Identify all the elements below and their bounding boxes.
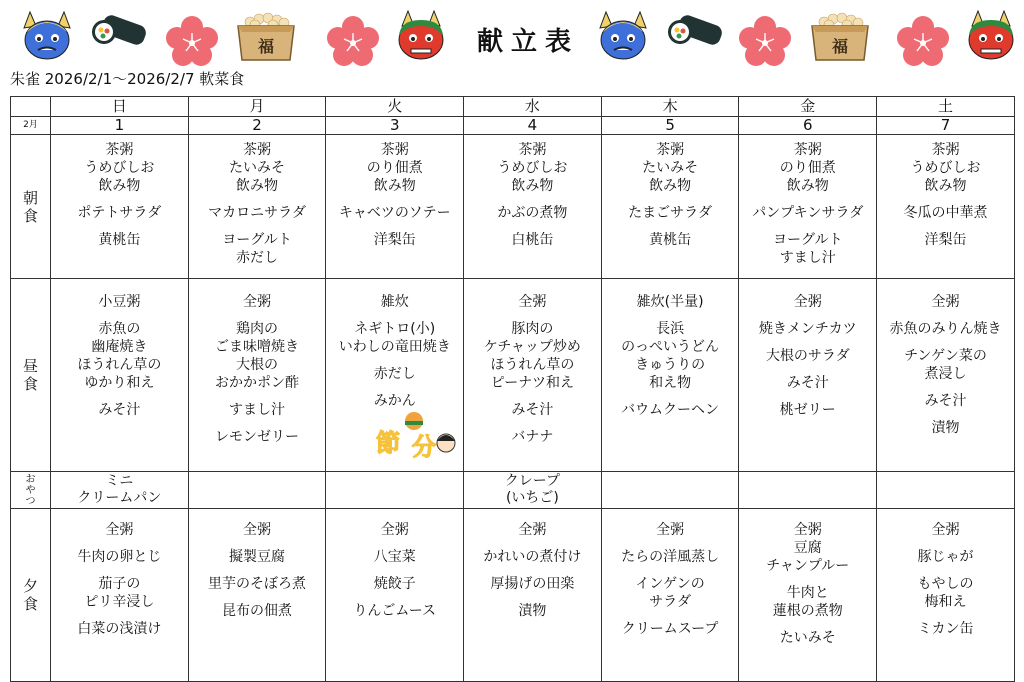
menu-item: 小豆粥 xyxy=(98,294,141,310)
menu-item: 茶粥 xyxy=(105,142,134,158)
blue-oni-icon xyxy=(18,10,76,64)
menu-item: のっぺいうどん xyxy=(621,339,720,355)
menu-item: かぶの煮物 xyxy=(497,205,568,221)
menu-item: いわしの竜田焼き xyxy=(338,339,451,355)
child-face-icon xyxy=(437,434,455,452)
line-gap xyxy=(326,566,463,575)
line-gap xyxy=(189,222,326,231)
menu-item: クリームパン xyxy=(77,490,162,506)
menu-item: ピーナツ和え xyxy=(490,375,575,391)
menu-item: 蓮根の煮物 xyxy=(772,603,843,619)
line-gap xyxy=(464,593,601,602)
line-gap xyxy=(877,410,1014,419)
menu-item: 洋梨缶 xyxy=(924,232,967,248)
meal-label-char: 夕 xyxy=(22,577,38,595)
menu-item: 全粥 xyxy=(931,294,960,310)
dinner-cell-day-7 xyxy=(877,509,1015,682)
meal-label-char: 昼 xyxy=(22,357,38,375)
dinner-row xyxy=(11,509,1015,682)
line-gap xyxy=(877,539,1014,548)
menu-item: 茶粥 xyxy=(380,142,409,158)
line-gap xyxy=(326,195,463,204)
meal-label-char: 食 xyxy=(22,206,38,225)
fuku-masu-icon xyxy=(232,10,300,66)
menu-item: 飲み物 xyxy=(236,178,279,194)
menu-item: 雑炊 xyxy=(380,294,409,310)
menu-subtitle: 朱雀 2026/2/1〜2026/2/7 軟菜食 xyxy=(10,70,245,88)
menu-item: 八宝菜 xyxy=(373,549,416,565)
line-gap xyxy=(739,620,876,629)
menu-item: みそ汁 xyxy=(924,393,967,409)
line-gap xyxy=(51,222,188,231)
line-gap xyxy=(602,195,739,204)
menu-item: クレープ xyxy=(504,473,561,489)
menu-item: バナナ xyxy=(511,429,554,445)
line-gap xyxy=(326,311,463,320)
menu-item: 全粥 xyxy=(793,522,822,538)
setsubun-char-2: 分 xyxy=(412,433,436,461)
menu-item: 和え物 xyxy=(649,375,692,391)
menu-item: 赤だし xyxy=(373,366,416,382)
menu-item: 黄桃缶 xyxy=(98,232,141,248)
line-gap xyxy=(602,222,739,231)
line-gap xyxy=(326,222,463,231)
menu-item: ほうれん草の xyxy=(490,357,575,373)
ume-flower-icon xyxy=(896,16,950,70)
date-7: 7 xyxy=(877,117,1015,135)
menu-item: たらの洋風蒸し xyxy=(621,549,720,565)
menu-item: 大根の xyxy=(236,357,279,373)
menu-item: みそ汁 xyxy=(511,402,554,418)
menu-item: みそ汁 xyxy=(98,402,141,418)
line-gap xyxy=(189,419,326,428)
menu-item: ミカン缶 xyxy=(917,621,974,637)
line-gap xyxy=(877,566,1014,575)
menu-item: クリームスープ xyxy=(621,621,719,637)
line-gap xyxy=(189,392,326,401)
menu-item: 梅和え xyxy=(924,594,967,610)
masu-label: 福 xyxy=(257,37,275,56)
menu-item: 焼餃子 xyxy=(373,576,416,592)
menu-item: たいみそ xyxy=(779,630,836,646)
line-gap xyxy=(602,611,739,620)
meal-label-char: つ xyxy=(25,495,36,507)
menu-item: マカロニサラダ xyxy=(208,205,306,221)
menu-item: サラダ xyxy=(649,594,692,610)
meal-label-char: お xyxy=(25,473,36,485)
menu-item: たまごサラダ xyxy=(628,205,713,221)
menu-item: 茶粥 xyxy=(518,142,547,158)
line-gap xyxy=(877,311,1014,320)
menu-item: 全粥 xyxy=(243,522,272,538)
menu-item: 白菜の浅漬け xyxy=(77,621,162,637)
lunch-row xyxy=(11,279,1015,472)
fuku-masu-icon xyxy=(806,10,874,66)
corner-cell xyxy=(11,97,51,117)
menu-item: 豆腐 xyxy=(793,540,822,556)
line-gap xyxy=(877,222,1014,231)
menu-item: みかん xyxy=(373,393,416,409)
menu-item: ミニ xyxy=(105,473,134,489)
line-gap xyxy=(739,311,876,320)
date-4: 4 xyxy=(464,117,602,135)
snack-row xyxy=(11,472,1015,509)
meal-label-char: 食 xyxy=(22,595,38,613)
menu-item: チンゲン菜の xyxy=(904,348,987,364)
menu-item: のり佃煮 xyxy=(779,160,836,176)
menu-item: 赤だし xyxy=(236,250,279,266)
menu-item: 牛肉と xyxy=(786,585,829,601)
line-gap xyxy=(189,195,326,204)
line-gap xyxy=(877,383,1014,392)
line-gap xyxy=(189,539,326,548)
menu-item: 赤魚のみりん焼き xyxy=(889,321,1002,337)
date-row xyxy=(11,117,1015,135)
menu-item: すまし汁 xyxy=(229,402,286,418)
menu-item: 飲み物 xyxy=(924,178,967,194)
line-gap xyxy=(51,195,188,204)
menu-item: 飲み物 xyxy=(649,178,692,194)
lunch-cell-day-6 xyxy=(739,279,877,472)
dinner-cell-day-2 xyxy=(188,509,326,682)
menu-item: ヨーグルト xyxy=(772,232,843,248)
menu-item: 擬製豆腐 xyxy=(229,549,286,565)
weekday-6: 金 xyxy=(739,97,877,117)
menu-item: きゅうりの xyxy=(635,357,706,373)
line-gap xyxy=(464,311,601,320)
menu-item: 洋梨缶 xyxy=(373,232,416,248)
menu-item: 焼きメンチカツ xyxy=(758,321,857,337)
line-gap xyxy=(739,365,876,374)
line-gap xyxy=(464,419,601,428)
setsubun-stamp-icon xyxy=(370,405,466,469)
line-gap xyxy=(189,311,326,320)
lunch-cell-day-4 xyxy=(464,279,602,472)
dinner-cell-day-4 xyxy=(464,509,602,682)
menu-item: 赤魚の xyxy=(98,321,141,337)
breakfast-cell-day-5 xyxy=(601,135,739,279)
menu-item: 黄桃缶 xyxy=(649,232,692,248)
menu-item: 全粥 xyxy=(793,294,822,310)
blue-oni-icon xyxy=(594,10,652,64)
ehomaki-icon xyxy=(664,10,730,58)
setsubun-char-1: 節 xyxy=(376,429,400,457)
menu-item: ピリ辛浸し xyxy=(84,594,155,610)
lunch-cell-day-7 xyxy=(877,279,1015,472)
menu-item: 冬瓜の中華煮 xyxy=(903,205,988,221)
ume-flower-icon xyxy=(326,16,380,70)
menu-item: たいみそ xyxy=(642,160,699,176)
menu-item: 鶏肉の xyxy=(236,321,279,337)
lunch-label xyxy=(11,279,51,472)
menu-item: たいみそ xyxy=(229,160,286,176)
menu-item: 飲み物 xyxy=(98,178,141,194)
menu-item: (いちご) xyxy=(505,490,559,506)
line-gap xyxy=(326,383,463,392)
snack-cell-day-4 xyxy=(464,472,602,509)
snack-cell-day-7 xyxy=(877,472,1015,509)
breakfast-row xyxy=(11,135,1015,279)
menu-item: もやしの xyxy=(917,576,974,592)
menu-item: 全粥 xyxy=(105,522,134,538)
menu-item: 桃ゼリー xyxy=(779,402,836,418)
weekday-7: 土 xyxy=(877,97,1015,117)
breakfast-cell-day-6 xyxy=(739,135,877,279)
snack-cell-day-5 xyxy=(601,472,739,509)
menu-item: ごま味噌焼き xyxy=(215,339,300,355)
masu-label: 福 xyxy=(831,37,849,56)
line-gap xyxy=(739,392,876,401)
snack-cell-day-1 xyxy=(51,472,189,509)
menu-item: 昆布の佃煮 xyxy=(222,603,293,619)
red-oni-icon xyxy=(392,10,450,64)
line-gap xyxy=(326,593,463,602)
menu-item: 漬物 xyxy=(931,420,960,436)
menu-item: 漬物 xyxy=(518,603,547,619)
line-gap xyxy=(739,575,876,584)
dinner-cell-day-3 xyxy=(326,509,464,682)
menu-item: 茶粥 xyxy=(931,142,960,158)
menu-item: 長浜 xyxy=(656,321,685,337)
weekday-3: 火 xyxy=(326,97,464,117)
weekday-5: 木 xyxy=(601,97,739,117)
line-gap xyxy=(326,356,463,365)
menu-item: ゆかり和え xyxy=(84,375,155,391)
menu-item: 煮浸し xyxy=(924,366,967,382)
menu-item: かれいの煮付け xyxy=(483,549,582,565)
dinner-label xyxy=(11,509,51,682)
menu-item: 大根のサラダ xyxy=(765,348,850,364)
line-gap xyxy=(464,392,601,401)
line-gap xyxy=(51,566,188,575)
menu-item: ヨーグルト xyxy=(222,232,292,248)
menu-item: ネギトロ(小) xyxy=(354,321,436,337)
ume-flower-icon xyxy=(738,16,792,70)
breakfast-cell-day-1 xyxy=(51,135,189,279)
snack-cell-day-6 xyxy=(739,472,877,509)
menu-item: 茶粥 xyxy=(243,142,272,158)
menu-item: インゲンの xyxy=(635,576,705,592)
weekday-header-row xyxy=(11,97,1015,117)
menu-item: うめびしお xyxy=(910,160,981,176)
snack-label xyxy=(11,472,51,509)
breakfast-cell-day-7 xyxy=(877,135,1015,279)
menu-item: 全粥 xyxy=(518,522,547,538)
line-gap xyxy=(602,311,739,320)
menu-item: 里芋のそぼろ煮 xyxy=(208,576,307,592)
menu-item: 茶粥 xyxy=(656,142,685,158)
menu-item: 牛肉の卵とじ xyxy=(77,549,162,565)
date-3: 3 xyxy=(326,117,464,135)
weekday-2: 月 xyxy=(188,97,326,117)
breakfast-cell-day-3 xyxy=(326,135,464,279)
weekday-4: 水 xyxy=(464,97,602,117)
menu-item: のり佃煮 xyxy=(366,160,423,176)
date-2: 2 xyxy=(188,117,326,135)
page-title: 献立表 xyxy=(476,27,579,57)
line-gap xyxy=(464,539,601,548)
line-gap xyxy=(189,566,326,575)
menu-item: バウムクーヘン xyxy=(621,402,720,418)
menu-item: 全粥 xyxy=(380,522,409,538)
date-6: 6 xyxy=(739,117,877,135)
line-gap xyxy=(602,566,739,575)
line-gap xyxy=(326,539,463,548)
breakfast-label xyxy=(11,135,51,279)
menu-item: 全粥 xyxy=(518,294,547,310)
line-gap xyxy=(602,392,739,401)
lunch-cell-day-1 xyxy=(51,279,189,472)
menu-item: おかかポン酢 xyxy=(215,375,300,391)
line-gap xyxy=(739,222,876,231)
lunch-cell-day-2 xyxy=(188,279,326,472)
menu-item: 飲み物 xyxy=(373,178,416,194)
ume-flower-icon xyxy=(165,16,219,70)
menu-item: 白桃缶 xyxy=(511,232,554,248)
menu-item: 幽庵焼き xyxy=(91,339,148,355)
lunch-cell-day-5 xyxy=(601,279,739,472)
line-gap xyxy=(877,611,1014,620)
menu-item: 全粥 xyxy=(931,522,960,538)
line-gap xyxy=(739,338,876,347)
line-gap xyxy=(877,338,1014,347)
breakfast-cell-day-4 xyxy=(464,135,602,279)
date-5: 5 xyxy=(601,117,739,135)
line-gap xyxy=(51,392,188,401)
menu-item: 豚肉の xyxy=(511,321,554,337)
menu-item: ほうれん草の xyxy=(77,357,162,373)
menu-item: 飲み物 xyxy=(786,178,829,194)
line-gap xyxy=(189,593,326,602)
menu-item: レモンゼリー xyxy=(215,429,300,445)
menu-item: 全粥 xyxy=(656,522,685,538)
menu-item: りんごムース xyxy=(353,603,437,619)
line-gap xyxy=(464,566,601,575)
dinner-cell-day-5 xyxy=(601,509,739,682)
meal-label-char: や xyxy=(25,484,36,496)
month-label: 2月 xyxy=(11,117,51,135)
menu-item: ケチャップ炒め xyxy=(483,339,581,355)
line-gap xyxy=(51,539,188,548)
menu-item: 飲み物 xyxy=(511,178,554,194)
menu-item: 全粥 xyxy=(243,294,272,310)
menu-item: 茶粥 xyxy=(793,142,822,158)
line-gap xyxy=(877,195,1014,204)
menu-item: キャベツのソテー xyxy=(338,205,451,221)
menu-item: 雑炊(半量) xyxy=(636,294,704,310)
menu-item: 豚じゃが xyxy=(917,549,974,565)
oni-mask-icon xyxy=(405,412,423,430)
weekday-1: 日 xyxy=(51,97,189,117)
dinner-cell-day-6 xyxy=(739,509,877,682)
line-gap xyxy=(739,195,876,204)
menu-item: みそ汁 xyxy=(786,375,829,391)
menu-item: チャンプルー xyxy=(766,558,850,574)
line-gap xyxy=(51,311,188,320)
meal-label-char: 食 xyxy=(22,375,38,393)
menu-item: うめびしお xyxy=(497,160,568,176)
menu-item: パンプキンサラダ xyxy=(752,205,864,221)
line-gap xyxy=(464,222,601,231)
meal-label-char: 朝 xyxy=(22,188,38,207)
red-oni-icon xyxy=(962,10,1020,64)
menu-item: ポテトサラダ xyxy=(77,205,162,221)
dinner-cell-day-1 xyxy=(51,509,189,682)
menu-table xyxy=(10,96,1015,682)
menu-item: 厚揚げの田楽 xyxy=(490,576,575,592)
menu-item: 茄子の xyxy=(98,576,141,592)
date-1: 1 xyxy=(51,117,189,135)
breakfast-cell-day-2 xyxy=(188,135,326,279)
line-gap xyxy=(602,539,739,548)
line-gap xyxy=(51,611,188,620)
snack-cell-day-3 xyxy=(326,472,464,509)
menu-item: すまし汁 xyxy=(779,250,836,266)
ehomaki-icon xyxy=(88,10,154,58)
menu-item: うめびしお xyxy=(84,160,155,176)
line-gap xyxy=(464,195,601,204)
snack-cell-day-2 xyxy=(188,472,326,509)
